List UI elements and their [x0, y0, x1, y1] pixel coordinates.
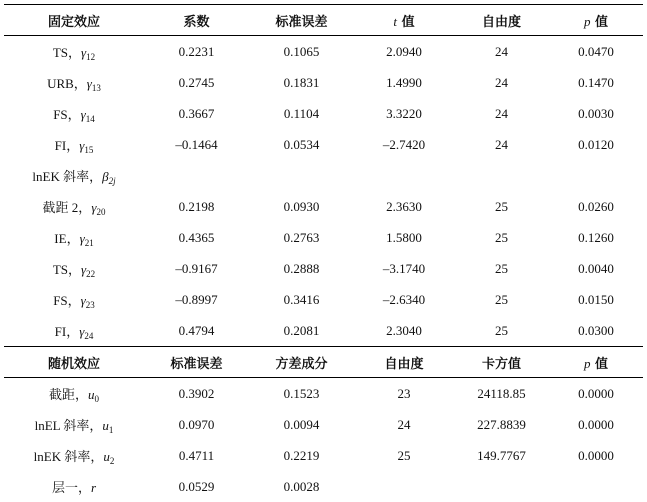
fixed-row — [4, 129, 643, 160]
fixed-row-value: 0.4365 — [178, 229, 215, 245]
random-row-symbol: u — [102, 417, 109, 433]
fixed-row-subscript: 22 — [86, 268, 96, 279]
random-row-value: 227.8839 — [477, 416, 526, 432]
fixed-row-name: 截距 2， — [42, 199, 92, 215]
fixed-row — [4, 67, 643, 98]
random-header-symbol: p — [583, 355, 591, 371]
fixed-row-label — [4, 104, 144, 124]
fixed-row-value: 0.0930 — [283, 198, 320, 214]
random-row-value: 149.7767 — [477, 447, 526, 463]
fixed-row-name: FS， — [53, 106, 81, 122]
fixed-row — [4, 36, 643, 67]
fixed-row-value: 3.3220 — [386, 105, 422, 121]
fixed-row — [4, 253, 643, 284]
fixed-row-value: 25 — [495, 260, 508, 276]
fixed-row-value: 0.0534 — [283, 136, 320, 152]
fixed-row-value: 0.2888 — [283, 260, 320, 276]
random-row-value: 24 — [397, 416, 411, 432]
fixed-row-value: 0.0150 — [578, 291, 614, 307]
random-row — [4, 378, 643, 409]
fixed-row-symbol: γ — [80, 106, 86, 122]
fixed-row-value: 25 — [495, 229, 508, 245]
fixed-header-cell: 系数 — [183, 14, 210, 30]
random-row-value: 0.0000 — [578, 385, 614, 401]
fixed-row-value: 24 — [495, 74, 508, 90]
fixed-row-label — [4, 73, 144, 93]
random-row-value: 0.3902 — [178, 385, 215, 401]
fixed-row-subscript: 24 — [84, 330, 94, 341]
fixed-row-label — [4, 228, 144, 248]
fixed-row-name: TS， — [52, 44, 82, 60]
fixed-row-label — [4, 166, 144, 186]
fixed-row-symbol: γ — [81, 261, 87, 277]
fixed-row-value: 0.2231 — [178, 43, 215, 59]
random-row-value: 0.0000 — [578, 447, 614, 463]
fixed-row-subscript: 2j — [108, 175, 116, 186]
fixed-row-value: –0.8997 — [175, 291, 218, 307]
fixed-row-value: 24 — [495, 105, 508, 121]
random-header-text: 值 — [590, 356, 609, 372]
random-header-cell: 自由度 — [384, 356, 424, 372]
fixed-row — [4, 191, 643, 222]
random-row — [4, 471, 643, 502]
fixed-header-text: 值 — [590, 14, 609, 30]
fixed-row-label — [4, 135, 144, 155]
fixed-row-value: 0.0470 — [578, 43, 614, 59]
random-row-label — [4, 477, 144, 496]
fixed-row-value: –2.6340 — [382, 291, 426, 307]
fixed-row-value: 0.0040 — [578, 260, 614, 276]
fixed-header-cell: 自由度 — [481, 14, 521, 30]
random-row-value: 0.4711 — [178, 447, 215, 463]
random-row-name: 截距， — [48, 386, 88, 402]
fixed-row-subscript: 15 — [84, 144, 94, 155]
random-row-value: 25 — [397, 447, 411, 463]
random-row-name: lnEL 斜率， — [34, 417, 103, 433]
fixed-row-value: 2.3630 — [386, 198, 422, 214]
fixed-row-label — [4, 290, 144, 310]
random-row-label — [4, 384, 144, 404]
fixed-row-name: IE， — [54, 230, 80, 246]
fixed-row-name: lnEK 斜率， — [32, 168, 103, 184]
fixed-row-subscript: 23 — [85, 299, 95, 310]
fixed-row-value: 0.1470 — [578, 74, 614, 90]
fixed-row-symbol: γ — [79, 230, 85, 246]
fixed-row-name: FS， — [53, 292, 81, 308]
fixed-row-value: 25 — [495, 291, 508, 307]
fixed-row-value: –0.1464 — [175, 136, 218, 152]
fixed-row-label — [4, 197, 144, 217]
fixed-row-value: 2.0940 — [386, 43, 422, 59]
fixed-row-value: 0.1104 — [283, 105, 320, 121]
fixed-row — [4, 222, 643, 253]
fixed-row-symbol: β — [102, 168, 109, 184]
random-row-symbol: u — [88, 386, 95, 402]
fixed-row-value: 0.1065 — [283, 43, 320, 59]
fixed-row-label — [4, 321, 144, 341]
fixed-header-cell: 标准误差 — [275, 14, 328, 30]
fixed-row-name: TS， — [52, 261, 82, 277]
fixed-row-symbol: γ — [86, 75, 92, 91]
random-row-value: 24118.85 — [477, 385, 526, 401]
fixed-row-value: 25 — [495, 198, 508, 214]
fixed-row-value: 0.0030 — [578, 105, 614, 121]
random-row-name: lnEK 斜率， — [33, 448, 104, 464]
fixed-effects-header — [4, 5, 643, 35]
fixed-row-subscript: 13 — [91, 82, 101, 93]
fixed-header-text: 值 — [397, 14, 415, 30]
fixed-row-subscript: 12 — [86, 51, 96, 62]
fixed-row-value: 0.4794 — [178, 322, 215, 338]
fixed-row-value: –2.7420 — [382, 136, 426, 152]
fixed-row — [4, 315, 643, 346]
fixed-row-label — [4, 259, 144, 279]
random-row-value: 0.0094 — [283, 416, 320, 432]
fixed-row-value: 0.0260 — [578, 198, 614, 214]
fixed-row-symbol: γ — [79, 323, 85, 339]
random-row-value: 0.2219 — [283, 447, 320, 463]
fixed-header-symbol: t — [393, 13, 398, 29]
fixed-row-value: 0.3667 — [178, 105, 215, 121]
fixed-row-subscript: 21 — [84, 237, 94, 248]
fixed-row-symbol: γ — [79, 137, 85, 153]
fixed-row-value: 0.1260 — [578, 229, 614, 245]
random-row — [4, 440, 643, 471]
fixed-row-value: 0.2081 — [283, 322, 320, 338]
random-row-symbol: r — [90, 480, 97, 495]
fixed-row-symbol: γ — [80, 292, 86, 308]
random-row-symbol: u — [103, 448, 110, 464]
fixed-header-cell — [549, 11, 643, 30]
fixed-row-symbol: γ — [91, 199, 97, 215]
random-row-value: 0.0529 — [178, 478, 215, 494]
fixed-row-subscript: 20 — [96, 206, 106, 217]
random-header-cell — [549, 353, 643, 372]
fixed-header-cell — [354, 11, 454, 30]
fixed-row-value: 0.0300 — [578, 322, 614, 338]
fixed-row-value: 0.3416 — [283, 291, 320, 307]
results-table — [4, 4, 643, 502]
random-row-value: 0.0000 — [578, 416, 614, 432]
random-row-label — [4, 415, 144, 435]
fixed-row-symbol: γ — [81, 44, 87, 60]
fixed-row — [4, 284, 643, 315]
random-row-value: 0.0028 — [283, 478, 320, 494]
fixed-row-value: –0.9167 — [175, 260, 218, 276]
random-header-cell: 标准误差 — [170, 356, 223, 372]
random-row-subscript: 0 — [94, 393, 99, 404]
random-header-cell: 随机效应 — [47, 356, 100, 372]
random-effects-header — [4, 347, 643, 377]
fixed-row-value: 2.3040 — [386, 322, 422, 338]
fixed-row-value: 0.2763 — [283, 229, 320, 245]
fixed-row-subscript: 14 — [85, 113, 95, 124]
fixed-row-label — [4, 42, 144, 62]
fixed-row — [4, 160, 643, 191]
random-effects-body — [4, 378, 643, 502]
random-row-value: 0.1523 — [283, 385, 320, 401]
random-row-subscript: 1 — [108, 424, 114, 435]
random-row-subscript: 2 — [109, 455, 115, 466]
fixed-header-cell: 固定效应 — [47, 14, 100, 30]
fixed-row-value: 1.4990 — [386, 74, 422, 90]
fixed-effects-body — [4, 36, 643, 346]
random-row-label — [4, 446, 144, 466]
fixed-row-value: –3.1740 — [382, 260, 426, 276]
fixed-header-symbol: p — [583, 13, 591, 29]
fixed-row-value: 25 — [495, 322, 508, 338]
fixed-row-value: 0.2198 — [178, 198, 215, 214]
fixed-row — [4, 98, 643, 129]
fixed-row-name: FI， — [54, 137, 80, 153]
fixed-row-name: URB， — [47, 75, 87, 91]
random-row — [4, 409, 643, 440]
random-header-cell: 方差成分 — [275, 356, 328, 372]
fixed-row-value: 0.2745 — [178, 74, 215, 90]
random-row-name: 层一， — [51, 480, 91, 495]
random-row-value: 23 — [397, 385, 411, 401]
random-header-cell: 卡方值 — [481, 356, 521, 372]
fixed-row-value: 24 — [495, 43, 508, 59]
random-row-value: 0.0970 — [178, 416, 215, 432]
fixed-row-value: 24 — [495, 136, 508, 152]
fixed-row-value: 0.1831 — [283, 74, 320, 90]
fixed-row-value: 1.5800 — [386, 229, 422, 245]
fixed-row-value: 0.0120 — [578, 136, 614, 152]
fixed-row-name: FI， — [54, 323, 80, 339]
